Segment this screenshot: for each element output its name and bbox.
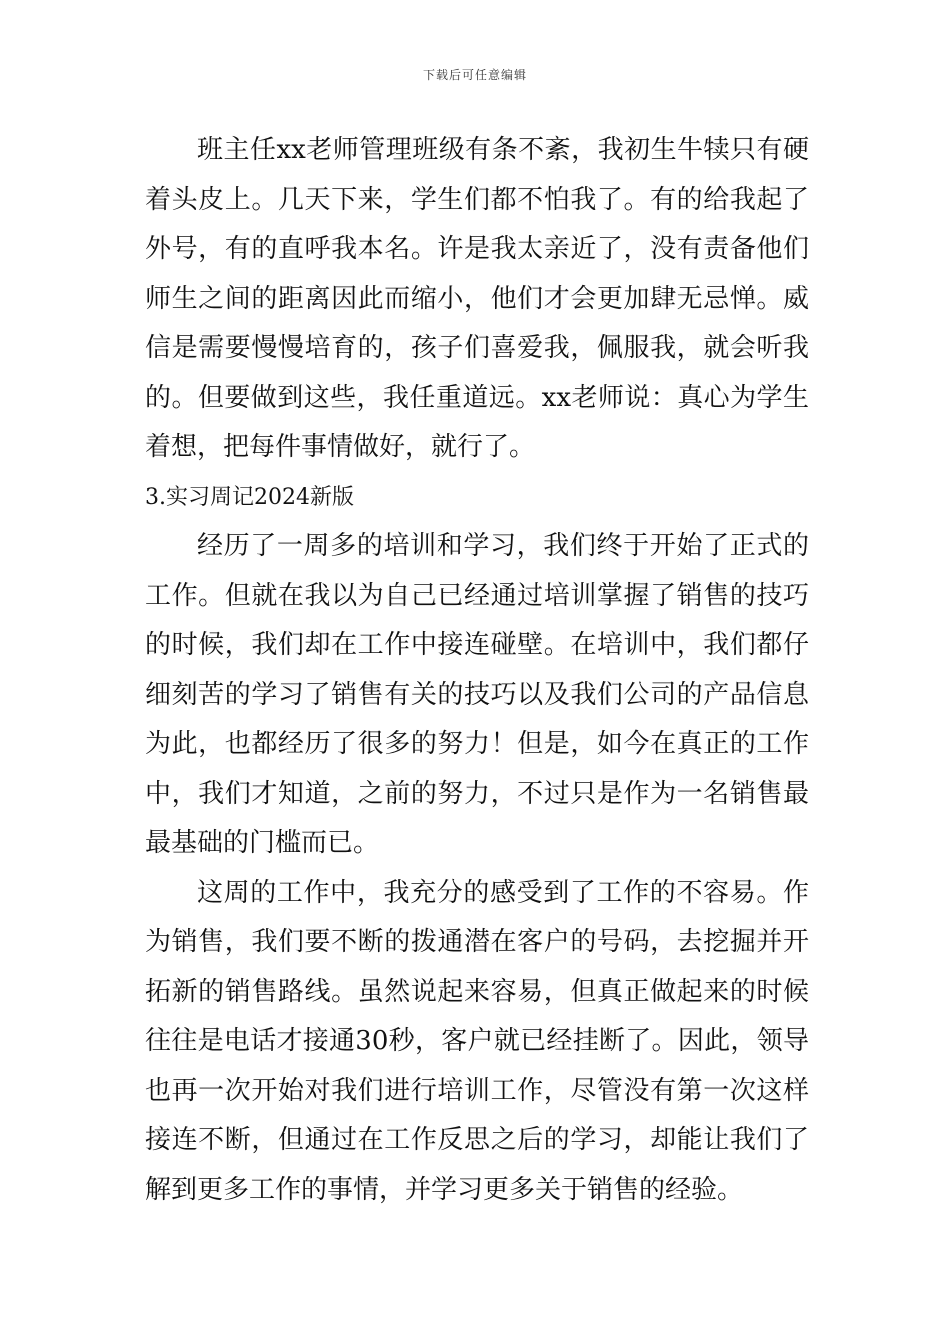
header-note: 下载后可任意编辑 — [422, 68, 527, 82]
section-heading: 3.实习周记2024新版 — [145, 484, 354, 510]
paragraph-1: 班主任xx老师管理班级有条不紊，我初生牛犊只有硬着头皮上。几天下来，学生们都不怕我了。有的给我起了外号，有的直呼我本名。许是我太亲近了，没有责备他们师生之间的距离因此而缩小，他们才会更加肆无忌惮。威信是需要慢慢培育的，孩子们喜爱我，佩服我，就会听我的。但要做到这些，我任重道远。xx老师说：真心为学生着想，把每件事情做好，就行了。 — [145, 135, 809, 462]
paragraph-2: 经历了一周多的培训和学习，我们终于开始了正式的工作。但就在我以为自己已经通过培训掌握了销售的技巧的时候，我们却在工作中接连碰壁。在培训中，我们都仔细刻苦的学习了销售有关的技巧以及我们公司的产品信息为此，也都经历了很多的努力！但是，如今在真正的工作中，我们才知道，之前的努力，不过只是作为一名销售最最基础的门槛而已。 — [145, 531, 809, 858]
paragraph-3: 这周的工作中，我充分的感受到了工作的不容易。作为销售，我们要不断的拨通潜在客户的号码，去挖掘并开拓新的销售路线。虽然说起来容易，但真正做起来的时候往往是电话才接通30秒，客户就已经挂断了。因此，领导也再一次开始对我们进行培训工作，尽管没有第一次这样接连不断，但通过在工作反思之后的学习，却能让我们了解到更多工作的事情，并学习更多关于销售的经验。 — [145, 877, 809, 1205]
document-body — [145, 126, 809, 1215]
